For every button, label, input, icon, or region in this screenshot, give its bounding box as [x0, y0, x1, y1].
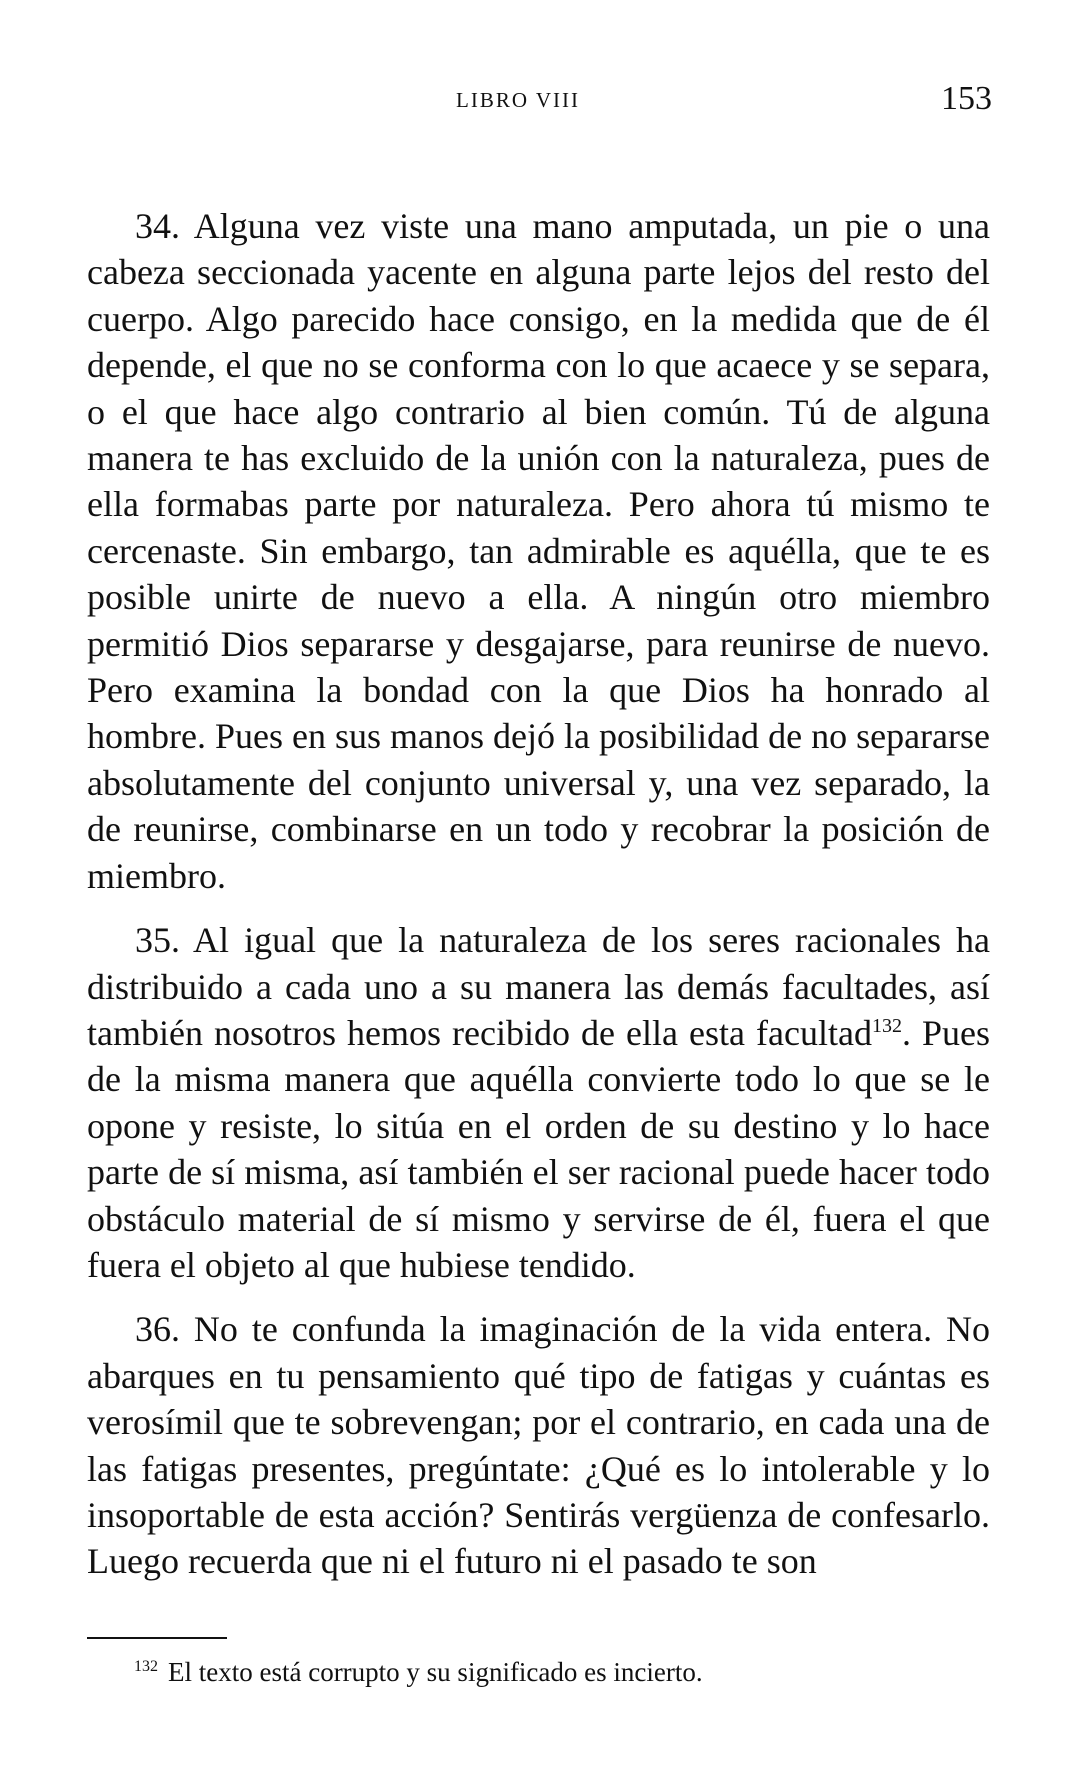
- footnote-text: El texto está corrupto y su significado es incierto.: [168, 1657, 703, 1687]
- footnote: [134, 1655, 990, 1689]
- paragraph-35-text-before-note: 35. Al igual que la naturaleza de los seres racionales ha distribuido a cada uno a su manera las demás facultades, así también nosotros hemos recibido de ella esta facultad: [87, 920, 990, 1053]
- paragraph-36: 36. No te confunda la imaginación de la vida entera. No abarques en tu pensamiento qué tipo de fatigas y cuántas es verosímil que te sobrevengan; por el contrario, en cada una de las fatigas presentes, pregúntate: ¿Qué es lo intolerable y lo insoportable de esta acción? Sentirás vergüenza de confesarlo. Luego recuerda que ni el futuro ni el pasado te son: [87, 1309, 990, 1582]
- paragraph-34: 34. Alguna vez viste una mano amputada, un pie o una cabeza seccionada yacente en alguna parte lejos del resto del cuerpo. Algo parecido hace consigo, en la medida que de él depende, el que no se conforma con lo que acaece y se separa, o el que hace algo contrario al bien común. Tú de alguna manera te has excluido de la unión con la naturaleza, pues de ella formabas parte por naturaleza. Pero ahora tú mismo te cercenaste. Sin embargo, tan admirable es aquélla, que te es posible unirte de nuevo a ella. A ningún otro miembro permitió Dios separarse y desgajarse, para reunirse de nuevo. Pero examina la bondad con la que Dios ha honrado al hombre. Pues en sus manos dejó la posibilidad de no separarse absolutamente del conjunto universal y, una vez separado, la de reunirse, combinarse en un todo y recobrar la posición de miembro.: [87, 206, 990, 896]
- body-text: [87, 203, 990, 1585]
- footnote-number: 132: [134, 1658, 158, 1675]
- page-number: 153: [941, 80, 992, 117]
- running-title: LIBRO VIII: [456, 88, 581, 112]
- paragraph-35-text-after-note: . Pues de la misma manera que aquélla convierte todo lo que se le opone y resiste, lo sitúa en el orden de su destino y lo hace parte de sí misma, así también el ser racional puede hacer todo obstáculo material de sí mismo y servirse de él, fuera el que fuera el objeto al que hubiese tendido.: [87, 1012, 990, 1285]
- running-header: [0, 80, 1080, 120]
- footnote-separator: [87, 1637, 227, 1639]
- footnote-reference[interactable]: 132: [871, 1014, 902, 1037]
- paragraph-35: [87, 917, 990, 1288]
